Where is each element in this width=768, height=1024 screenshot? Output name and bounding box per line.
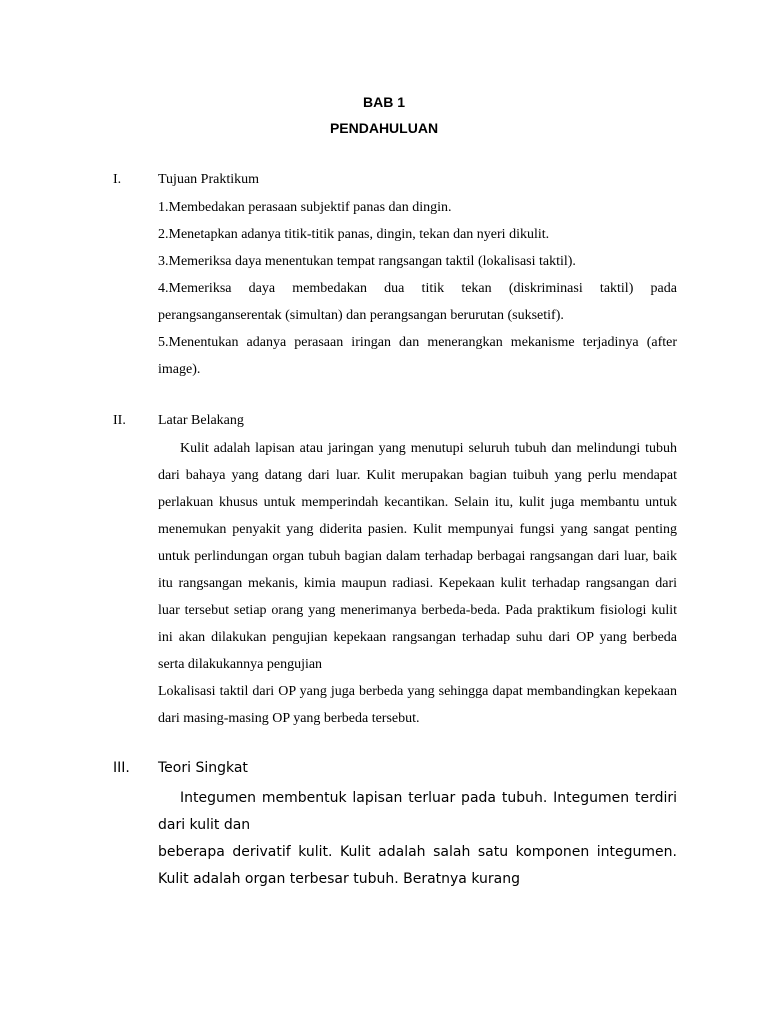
section-1-title: Tujuan Praktikum — [158, 172, 259, 187]
objective-item: 5.Menentukan adanya perasaan iringan dan menerangkan mekanisme terjadinya (after image). — [158, 335, 677, 377]
theory-line-1: Integumen membentuk lapisan terluar pada tubuh. Integumen terdiri dari kulit dan — [158, 790, 677, 833]
objective-item: 4.Memeriksa daya membedakan dua titik tekan (diskriminasi taktil) pada perangsanganserentak (simultan) dan perangsangan berurutan (suksetif). — [158, 281, 677, 323]
section-2-body — [158, 435, 677, 732]
objective-item: 2.Menetapkan adanya titik-titik panas, dingin, tekan dan nyeri dikulit. — [158, 227, 550, 242]
chapter-number: BAB 1 — [362, 94, 405, 110]
section-2-number: II. — [113, 413, 126, 428]
section-3-number: III. — [113, 760, 130, 776]
objective-item: 1.Membedakan perasaan subjektif panas dan dingin. — [158, 200, 452, 215]
objective-item: 3.Memeriksa daya menentukan tempat rangsangan taktil (lokalisasi taktil). — [158, 254, 576, 269]
background-paragraph: Kulit adalah lapisan atau jaringan yang menutupi seluruh tubuh dan melindungi tubuh dari bahaya yang datang dari luar. Kulit merupakan bagian tuibuh yang perlu mendapat perlakuan khusus untuk memperindah kecantikan. Selain itu, kulit juga membantu untuk menemukan penyakit yang diderita pasien. Kulit mempunyai fungsi yang sangat penting untuk perlindungan organ tubuh bagian dalam terhadap berbagai rangsangan dari luar, baik itu rangsangan mekanis, kimia maupun radiasi. Kepekaan kulit terhadap rangsangan dari luar tersebut setiap orang yang menerimanya berbeda-beda. Pada praktikum fisiologi kulit ini akan dilakukan pengujian kepekaan rangsangan terhadap suhu dari OP yang berbeda serta dilakukannya pengujian — [158, 441, 677, 672]
background-paragraph-continued: Lokalisasi taktil dari OP yang juga berbeda yang sehingga dapat membandingkan kepekaan dari masing-masing OP yang berbeda tersebut. — [158, 684, 677, 726]
chapter-title: PENDAHULUAN — [329, 120, 439, 136]
section-3-title: Teori Singkat — [158, 760, 248, 776]
section-3-body — [158, 785, 677, 893]
section-1-number: I. — [113, 172, 122, 187]
section-1-list — [158, 194, 677, 383]
theory-line-2: beberapa derivatif kulit. Kulit adalah salah satu komponen integumen. Kulit adalah organ terbesar tubuh. Beratnya kurang — [158, 844, 677, 887]
section-2-title: Latar Belakang — [158, 413, 244, 428]
